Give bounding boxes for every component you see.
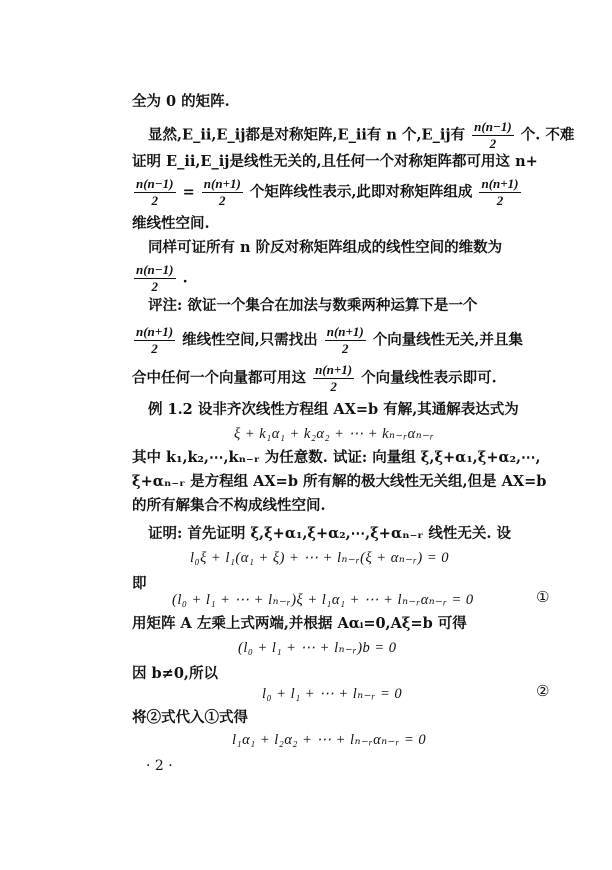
- text-line-3: 证明 E_ii,E_ij是线性无关的,且任何一个对称矩阵都可用这 n+: [132, 153, 538, 170]
- text-segment: 维线性空间,只需找出: [182, 331, 318, 349]
- equals-sign: =: [182, 183, 195, 201]
- page-number: · 2 ·: [146, 758, 173, 774]
- equation-2: l₀ + l₁ + ⋯ + lₙ₋ᵣ = 0: [262, 686, 403, 702]
- text-line-10: [132, 362, 497, 395]
- period: .: [182, 269, 188, 287]
- text-line-9: [132, 324, 523, 357]
- text-line-multiply: 用矩阵 A 左乘上式两端,并根据 Aαᵢ=0,Aξ=b 可得: [132, 615, 467, 632]
- text-line-14: ξ+αₙ₋ᵣ 是方程组 AX=b 所有解的极大线性无关组,但是 AX=b: [132, 473, 547, 490]
- fraction-n-n-plus-1-over-2: $\frac{n(n+1)}{2}$: [136, 324, 174, 356]
- text-line-bne0: 因 b≠0,所以: [132, 665, 218, 682]
- equation-label-1: ①: [536, 588, 550, 606]
- equation-3: l₁α₁ + l₂α₂ + ⋯ + lₙ₋ᵣαₙ₋ᵣ = 0: [232, 732, 427, 748]
- text-line-6: 同样可证所有 n 阶反对称矩阵组成的线性空间的维数为: [148, 239, 503, 256]
- text-line-4: [132, 176, 523, 209]
- text-segment: 合中任何一个向量都可用这: [132, 369, 306, 387]
- text-line-13: 其中 k₁,k₂,⋯,kₙ₋ᵣ 为任意数. 试证: 向量组 ξ,ξ+α₁,ξ+α₂,⋯,: [132, 449, 541, 466]
- text-ji: 即: [132, 575, 147, 592]
- text-segment: 个矩阵线性表示,此即对称矩阵组成: [249, 183, 473, 201]
- text-line-1: 全为 0 的矩阵.: [132, 93, 230, 110]
- fraction-n-n-plus-1-over-2: $\frac{n(n+1)}{2}$: [481, 176, 519, 208]
- text-line-2: [148, 119, 574, 152]
- fraction-n-n-minus-1-over-2: $\frac{n(n-1)}{2}$: [474, 119, 512, 151]
- text-line-8: 评注: 欲证一个集合在加法与数乘两种运算下是一个: [148, 297, 478, 314]
- fraction-n-n-plus-1-over-2: $\frac{n(n+1)}{2}$: [315, 362, 353, 394]
- equation-general-solution: ξ + k₁α₁ + k₂α₂ + ⋯ + kₙ₋ᵣαₙ₋ᵣ: [234, 426, 435, 442]
- equation-b: (l₀ + l₁ + ⋯ + lₙ₋ᵣ)b = 0: [238, 640, 397, 656]
- text-line-7: [132, 262, 188, 295]
- text-segment: 显然,E_ii,E_ij都是对称矩阵,E_ii有 n 个,E_ij有: [148, 126, 466, 144]
- fraction-n-n-minus-1-over-2: $\frac{n(n-1)}{2}$: [136, 262, 174, 294]
- text-line-substitute: 将②式代入①式得: [132, 709, 248, 726]
- fraction-n-n-plus-1-over-2: $\frac{n(n+1)}{2}$: [326, 324, 364, 356]
- text-line-5: 维线性空间.: [132, 215, 210, 232]
- proof-line-1: 证明: 首先证明 ξ,ξ+α₁,ξ+α₂,⋯,ξ+αₙ₋ᵣ 线性无关. 设: [148, 525, 511, 542]
- equation-label-2: ②: [536, 682, 550, 700]
- text-segment: 个向量线性无关,并且集: [372, 331, 523, 349]
- fraction-n-n-minus-1-over-2: $\frac{n(n-1)}{2}$: [136, 176, 174, 208]
- text-line-15: 的所有解集合不构成线性空间.: [132, 497, 326, 514]
- fraction-n-n-plus-1-over-2: $\frac{n(n+1)}{2}$: [203, 176, 241, 208]
- equation-combo: l₀ξ + l₁(α₁ + ξ) + ⋯ + lₙ₋ᵣ(ξ + αₙ₋ᵣ) = 0: [190, 550, 450, 566]
- example-heading: 例 1.2 设非齐次线性方程组 AX=b 有解,其通解表达式为: [148, 401, 519, 418]
- text-segment: 个向量线性表示即可.: [361, 369, 497, 387]
- equation-1: (l₀ + l₁ + ⋯ + lₙ₋ᵣ)ξ + l₁α₁ + ⋯ + lₙ₋ᵣαₙ₋ᵣ = 0: [172, 592, 474, 608]
- text-segment: 个. 不难: [520, 126, 575, 144]
